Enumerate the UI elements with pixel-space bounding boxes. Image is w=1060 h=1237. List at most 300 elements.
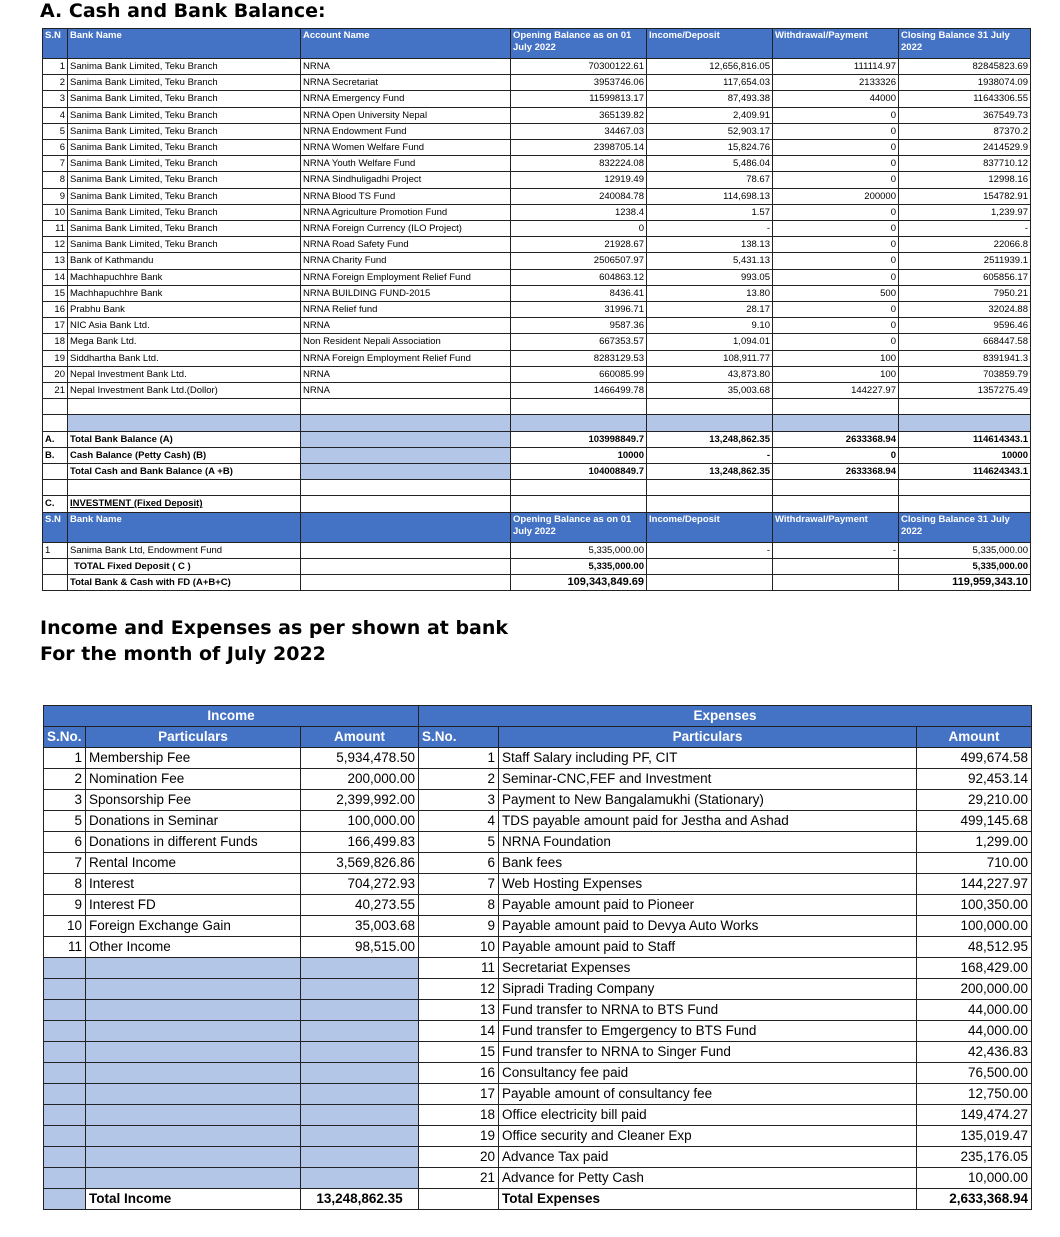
table-cell: 32024.88 [899,302,1031,318]
ie-title-line-2: For the month of July 2022 [40,643,326,665]
table-cell: 0 [773,318,899,334]
table-cell: Machhapuchhre Bank [68,285,301,301]
expense-amount: 100,000.00 [917,916,1032,937]
table-cell: Sanima Bank Limited, Teku Branch [68,140,301,156]
expense-particular: TDS payable amount paid for Jestha and Ashad [499,811,917,832]
expense-particular: Fund transfer to NRNA to Singer Fund [499,1042,917,1063]
table-cell: NRNA Sindhuligadhi Project [301,172,511,188]
table-cell: 78.67 [647,172,773,188]
table-row [43,221,1031,237]
ie-row [44,1126,1032,1147]
table-row [43,302,1031,318]
expense-particular: Payment to New Bangalamukhi (Stationary) [499,790,917,811]
blank-cell [301,542,511,558]
blank-cell [419,1189,499,1210]
table-cell: Prabhu Bank [68,302,301,318]
table-cell: 144227.97 [773,383,899,399]
blank-cell [301,958,419,979]
ie-row [44,958,1032,979]
blank-cell [44,1126,86,1147]
table-cell: 13.80 [647,285,773,301]
income-particular: Membership Fee [86,748,301,769]
blank-cell [301,1084,419,1105]
table-cell: 3953746.06 [511,75,647,91]
expense-sno: 7 [419,874,499,895]
total-expenses-value: 2,633,368.94 [917,1189,1032,1210]
table-cell: Sanima Bank Limited, Teku Branch [68,237,301,253]
blank-cell [86,1168,301,1189]
table-cell: 12 [43,237,68,253]
blank-cell [301,1063,419,1084]
table-cell: Siddhartha Bank Ltd. [68,350,301,366]
total-value: 2633368.94 [773,431,899,447]
income-sno: 10 [44,916,86,937]
ie-row [44,1063,1032,1084]
blank-cell [899,496,1031,512]
table-row [43,91,1031,107]
blank-cell [86,1084,301,1105]
blank-cell [647,480,773,496]
table-cell: 0 [773,156,899,172]
table-cell: 111114.97 [773,59,899,75]
table-cell: Mega Bank Ltd. [68,334,301,350]
blank-cell [773,558,899,574]
blank-cell [86,979,301,1000]
income-sno: 11 [44,937,86,958]
table-cell: 8436.41 [511,285,647,301]
income-sno: 8 [44,874,86,895]
blank-cell [44,1189,86,1210]
total-value: 114624343.1 [899,464,1031,480]
table-cell: 0 [773,221,899,237]
table-cell: 31996.71 [511,302,647,318]
grand-total-row [43,575,1031,591]
income-amount: 704,272.93 [301,874,419,895]
total-value: 114614343.1 [899,431,1031,447]
table-cell: 703859.79 [899,366,1031,382]
blank-cell [773,415,899,431]
table-row [43,156,1031,172]
blank-cell [899,399,1031,415]
blank-cell [301,1042,419,1063]
blank-cell [86,958,301,979]
table-row [43,285,1031,301]
expense-particular: Fund transfer to Emgergency to BTS Fund [499,1021,917,1042]
ie-row [44,937,1032,958]
table-cell: Machhapuchhre Bank [68,269,301,285]
blank-cell [511,415,647,431]
expense-amount: 12,750.00 [917,1084,1032,1105]
total-row [43,447,1031,463]
expenses-header: Expenses [419,706,1032,727]
income-particular: Foreign Exchange Gain [86,916,301,937]
blank-cell [301,480,511,496]
table-cell: 7950.21 [899,285,1031,301]
expense-sno: 12 [419,979,499,1000]
table-cell: NRNA Agriculture Promotion Fund [301,204,511,220]
table-cell: 2133326 [773,75,899,91]
column-header: Closing Balance 31 July 2022 [899,512,1031,542]
table-cell: 100 [773,366,899,382]
ie-row [44,790,1032,811]
table-cell: 2506507.97 [511,253,647,269]
blank-cell [301,399,511,415]
income-amount-header: Amount [301,727,419,748]
total-letter: B. [43,447,68,463]
blank-cell [86,1126,301,1147]
expense-amount: 235,176.05 [917,1147,1032,1168]
ie-row [44,748,1032,769]
ie-row [44,979,1032,1000]
expense-sno: 5 [419,832,499,853]
income-sno: 3 [44,790,86,811]
blank-cell [301,1168,419,1189]
table-cell: 87,493.38 [647,91,773,107]
table-cell: 2398705.14 [511,140,647,156]
investment-title-row [43,496,1031,512]
blank-row [43,415,1031,431]
income-amount: 3,569,826.86 [301,853,419,874]
grand-total-label: Total Bank & Cash with FD (A+B+C) [68,575,301,591]
table-cell: 13 [43,253,68,269]
expense-sno: 16 [419,1063,499,1084]
table-cell: 117,654.03 [647,75,773,91]
table-cell: Nepal Investment Bank Ltd.(Dollor) [68,383,301,399]
table-cell: 28.17 [647,302,773,318]
table-cell: 604863.12 [511,269,647,285]
table-cell: 2,409.91 [647,107,773,123]
income-particular: Donations in Seminar [86,811,301,832]
table-cell: 0 [773,107,899,123]
blank-cell [773,480,899,496]
table-cell: 367549.73 [899,107,1031,123]
expense-amount: 92,453.14 [917,769,1032,790]
table-cell: 1 [43,542,68,558]
table-cell: Sanima Bank Limited, Teku Branch [68,91,301,107]
expense-particular: Consultancy fee paid [499,1063,917,1084]
blank-cell [647,415,773,431]
table-cell: 114,698.13 [647,188,773,204]
table-cell: 837710.12 [899,156,1031,172]
column-header: Bank Name [68,29,301,59]
ie-title [40,615,508,667]
investment-row [43,542,1031,558]
income-amount: 98,515.00 [301,937,419,958]
blank-cell [301,1147,419,1168]
expense-amount: 499,145.68 [917,811,1032,832]
blank-cell [301,1021,419,1042]
blank-cell [68,415,301,431]
table-row [43,383,1031,399]
blank-cell [86,1063,301,1084]
ie-title-line-1: Income and Expenses as per shown at bank [40,617,509,639]
blank-cell [647,575,773,591]
table-cell: 1,094.01 [647,334,773,350]
blank-cell [44,1042,86,1063]
income-sno: 5 [44,811,86,832]
expense-amount: 135,019.47 [917,1126,1032,1147]
table-cell: 0 [773,204,899,220]
table-cell: 605856.17 [899,269,1031,285]
expense-particular: Advance Tax paid [499,1147,917,1168]
table-cell: 87370.2 [899,123,1031,139]
expense-amount: 100,350.00 [917,895,1032,916]
income-sno: 2 [44,769,86,790]
table-cell: Sanima Bank Limited, Teku Branch [68,172,301,188]
table-cell: 17 [43,318,68,334]
table-cell: 20 [43,366,68,382]
income-amount: 40,273.55 [301,895,419,916]
expense-amount: 10,000.00 [917,1168,1032,1189]
ie-row [44,874,1032,895]
blank-cell [773,399,899,415]
table-cell: 10 [43,204,68,220]
table-cell: 70300122.61 [511,59,647,75]
table-cell: NRNA Open University Nepal [301,107,511,123]
table-cell: Non Resident Nepali Association [301,334,511,350]
column-header: Closing Balance 31 July 2022 [899,29,1031,59]
table-cell: 12998.16 [899,172,1031,188]
income-header: Income [44,706,419,727]
blank-cell [44,1021,86,1042]
table-cell: 1 [43,59,68,75]
ie-row [44,853,1032,874]
table-cell: 0 [773,123,899,139]
expense-particular: Staff Salary including PF, CIT [499,748,917,769]
table-cell: 15 [43,285,68,301]
table-cell: 668447.58 [899,334,1031,350]
expense-amount: 44,000.00 [917,1000,1032,1021]
table-cell: 1466499.78 [511,383,647,399]
table-cell: 0 [773,237,899,253]
blank-cell [773,575,899,591]
table-cell: 9596.46 [899,318,1031,334]
income-amount: 2,399,992.00 [301,790,419,811]
table-row [43,107,1031,123]
blank-cell [301,447,511,463]
table-cell: 2414529.9 [899,140,1031,156]
expense-sno: 9 [419,916,499,937]
blank-cell [301,1105,419,1126]
expense-amount-header: Amount [917,727,1032,748]
table-cell: 82845823.69 [899,59,1031,75]
table-cell: 0 [773,334,899,350]
expense-sno: 13 [419,1000,499,1021]
expense-sno: 1 [419,748,499,769]
table-cell: Bank of Kathmandu [68,253,301,269]
table-cell: NRNA BUILDING FUND-2015 [301,285,511,301]
total-letter [43,464,68,480]
table-cell: 12919.49 [511,172,647,188]
blank-cell [43,558,68,574]
expense-amount: 499,674.58 [917,748,1032,769]
expense-particular: Web Hosting Expenses [499,874,917,895]
expense-particular: Secretariat Expenses [499,958,917,979]
table-cell: 1.57 [647,204,773,220]
table-cell: - [647,221,773,237]
income-expenses-table [43,705,1032,1210]
expense-sno: 18 [419,1105,499,1126]
income-sno: 7 [44,853,86,874]
blank-cell [44,958,86,979]
table-cell: 154782.91 [899,188,1031,204]
blank-cell [773,496,899,512]
income-particular: Interest FD [86,895,301,916]
ie-row [44,769,1032,790]
table-row [43,253,1031,269]
fd-total-opening: 5,335,000.00 [511,558,647,574]
table-cell: 22066.8 [899,237,1031,253]
income-particular: Nomination Fee [86,769,301,790]
blank-cell [44,979,86,1000]
table-cell: 52,903.17 [647,123,773,139]
table-cell: 2 [43,75,68,91]
column-header: Withdrawal/Payment [773,29,899,59]
blank-cell [86,1147,301,1168]
bank-balance-table [42,28,1031,591]
table-cell: 44000 [773,91,899,107]
expense-sno-header: S.No. [419,727,499,748]
expense-particular: Payable amount paid to Devya Auto Works [499,916,917,937]
income-sno: 9 [44,895,86,916]
table-cell: NRNA Relief fund [301,302,511,318]
expense-sno: 3 [419,790,499,811]
table-cell: 12,656,816.05 [647,59,773,75]
total-value: 10000 [899,447,1031,463]
table-row [43,123,1031,139]
column-header: S.N [43,512,68,542]
blank-cell [86,1105,301,1126]
grand-total-opening: 109,343,849.69 [511,575,647,591]
blank-cell [44,1084,86,1105]
total-income-label: Total Income [86,1189,301,1210]
table-cell: 500 [773,285,899,301]
table-cell: 3 [43,91,68,107]
total-value: - [647,447,773,463]
blank-cell [899,415,1031,431]
income-amount: 5,934,478.50 [301,748,419,769]
table-cell: 240084.78 [511,188,647,204]
table-cell: 100 [773,350,899,366]
table-row [43,237,1031,253]
expense-particular: Fund transfer to NRNA to BTS Fund [499,1000,917,1021]
column-header: Opening Balance as on 01 July 2022 [511,512,647,542]
table-cell: 7 [43,156,68,172]
grand-total-closing: 119,959,343.10 [899,575,1031,591]
blank-cell [301,1126,419,1147]
total-label: Cash Balance (Petty Cash) (B) [68,447,301,463]
table-cell: 5,431.13 [647,253,773,269]
table-cell: NRNA Charity Fund [301,253,511,269]
expense-sno: 8 [419,895,499,916]
table-cell: Sanima Bank Limited, Teku Branch [68,188,301,204]
table-cell: 667353.57 [511,334,647,350]
expense-sno: 15 [419,1042,499,1063]
total-label: Total Cash and Bank Balance (A +B) [68,464,301,480]
expense-particular: Office electricity bill paid [499,1105,917,1126]
table-cell: NRNA Foreign Employment Relief Fund [301,350,511,366]
table-cell: - [773,542,899,558]
table-cell: 43,873.80 [647,366,773,382]
income-particular: Interest [86,874,301,895]
ie-total-row [44,1189,1032,1210]
expense-sno: 20 [419,1147,499,1168]
total-value: 13,248,862.35 [647,464,773,480]
table-cell: 200000 [773,188,899,204]
table-cell: 8283129.53 [511,350,647,366]
table-cell: 16 [43,302,68,318]
total-letter: A. [43,431,68,447]
table-row [43,269,1031,285]
table-cell: NRNA Women Welfare Fund [301,140,511,156]
expense-sno: 14 [419,1021,499,1042]
blank-cell [899,480,1031,496]
table-row [43,140,1031,156]
table-cell: NRNA [301,59,511,75]
ie-row [44,1168,1032,1189]
table-cell: NRNA Secretariat [301,75,511,91]
ie-row [44,1000,1032,1021]
table-cell: 1357275.49 [899,383,1031,399]
table-cell: Nepal Investment Bank Ltd. [68,366,301,382]
total-value: 13,248,862.35 [647,431,773,447]
table-cell: NRNA Foreign Currency (ILO Project) [301,221,511,237]
income-particulars-header: Particulars [86,727,301,748]
expense-particulars-header: Particulars [499,727,917,748]
blank-cell [68,480,301,496]
blank-cell [44,1168,86,1189]
column-header: Bank Name [68,512,301,542]
table-cell: 832224.08 [511,156,647,172]
expense-amount: 44,000.00 [917,1021,1032,1042]
blank-cell [86,1042,301,1063]
table-cell: 1938074.09 [899,75,1031,91]
table-cell: 8 [43,172,68,188]
total-expenses-label: Total Expenses [499,1189,917,1210]
expense-amount: 710.00 [917,853,1032,874]
blank-cell [43,575,68,591]
table-row [43,350,1031,366]
expense-particular: Advance for Petty Cash [499,1168,917,1189]
table-row [43,318,1031,334]
column-header: Opening Balance as on 01 July 2022 [511,29,647,59]
expense-sno: 17 [419,1084,499,1105]
column-header: Income/Deposit [647,512,773,542]
table-cell: Sanima Bank Limited, Teku Branch [68,107,301,123]
expense-particular: Payable amount paid to Pioneer [499,895,917,916]
expense-particular: Office security and Cleaner Exp [499,1126,917,1147]
blank-cell [647,558,773,574]
table-cell: 11599813.17 [511,91,647,107]
blank-row [43,480,1031,496]
table-cell: 993.05 [647,269,773,285]
table-cell: - [899,221,1031,237]
blank-cell [647,399,773,415]
investment-header-row [43,512,1031,542]
expense-sno: 21 [419,1168,499,1189]
table-row [43,334,1031,350]
table-cell: NRNA Emergency Fund [301,91,511,107]
table-cell: 11643306.55 [899,91,1031,107]
fd-total-closing: 5,335,000.00 [899,558,1031,574]
table-cell: 35,003.68 [647,383,773,399]
total-value: 103998849.7 [511,431,647,447]
expense-sno: 19 [419,1126,499,1147]
total-income-value: 13,248,862.35 [301,1189,419,1210]
investment-title: INVESTMENT (Fixed Deposit) [68,496,301,512]
blank-cell [301,512,511,542]
expense-sno: 4 [419,811,499,832]
